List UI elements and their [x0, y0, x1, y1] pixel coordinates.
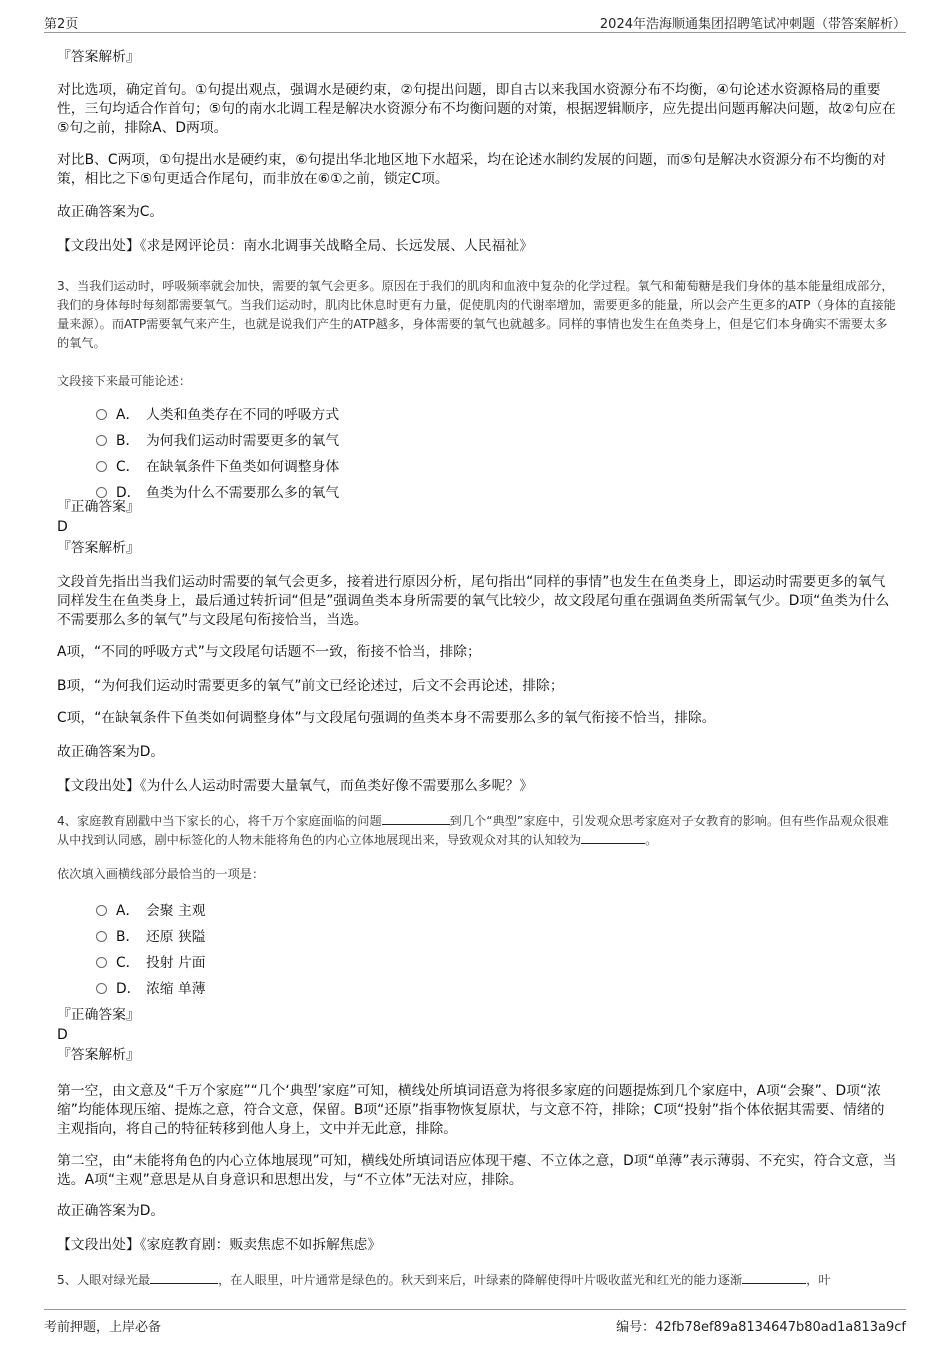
fill-blank [150, 1273, 218, 1284]
q3-source: 【文段出处】《为什么人运动时需要大量氧气，而鱼类好像不需要那么多呢？》 [57, 778, 533, 794]
radio-icon[interactable] [96, 931, 107, 942]
q3-analysis-c: C项，“在缺氧条件下鱼类如何调整身体”与文段尾句强调的鱼类本身不需要那么多的氧气衔接不恰当，排除。 [57, 710, 716, 726]
q5-stem: 5、人眼对绿光最 ，在人眼里，叶片通常是绿色的。秋天到来后，叶绿素的降解使得叶片吸收蓝光和红光的能力逐渐 ，叶 [57, 1273, 831, 1287]
q3-correct-label: 『正确答案』 [57, 499, 140, 515]
q2-analysis-label: 『答案解析』 [57, 49, 140, 65]
document-code: 编号：42fb78ef89a8134647b80ad1a813a9cf [616, 1320, 906, 1335]
page-number: 第2页 [44, 17, 79, 32]
q3-analysis-b: B项，“为何我们运动时需要更多的氧气”前文已经论述过，后文不会再论述，排除； [57, 678, 564, 694]
q3-stem: 3、当我们运动时，呼吸频率就会加快，需要的氧气会更多。原因在于我们的肌肉和血液中复杂的化学过程。氧气和葡萄糖是我们身体的基本能量组成部分，我们的身体每时每刻都需要氧气。当我们运动时，肌肉比休息时更有力量，促使肌肉的代谢率增加，需要更多的能量，所以会产生更多的ATP（身体的直接能量来源）。而ATP需要氧气来产生，也就是说我们产生的ATP越多，身体需要的氧气也就越多。同样的事情也发生在鱼类身上，但是它们本身确实不需要太多的氧气。 [57, 279, 896, 350]
q3-analysis-a: A项，“不同的呼吸方式”与文段尾句话题不一致，衔接不恰当，排除； [57, 644, 481, 660]
q4-option-a[interactable]: A． 会聚 主观 [96, 902, 206, 920]
fill-blank [382, 814, 450, 825]
q3-option-b[interactable]: B． 为何我们运动时需要更多的氧气 [96, 432, 339, 450]
q4-analysis-label: 『答案解析』 [57, 1047, 140, 1063]
q4-conclusion: 故正确答案为D。 [57, 1203, 165, 1219]
page-footer [44, 1309, 906, 1338]
q4-analysis-para2: 第二空，由“未能将角色的内心立体地展现”可知，横线处所填词语应体现干瘪、不立体之意，D项“单薄”表示薄弱、不充实，符合文意，当选。A项“主观”意思是从自身意识和思想出发，与“不立体”无法对应，排除。 [57, 1153, 897, 1188]
radio-icon[interactable] [96, 983, 107, 994]
fill-blank [581, 833, 645, 844]
q3-analysis-label: 『答案解析』 [57, 540, 140, 556]
q4-option-b[interactable]: B． 还原 狭隘 [96, 928, 206, 946]
q4-option-c[interactable]: C． 投射 片面 [96, 954, 206, 972]
q3-option-a[interactable]: A． 人类和鱼类存在不同的呼吸方式 [96, 406, 339, 424]
q3-option-c[interactable]: C． 在缺氧条件下鱼类如何调整身体 [96, 458, 339, 476]
footer-slogan: 考前押题，上岸必备 [44, 1320, 162, 1335]
q2-analysis-para1: 对比选项，确定首句。①句提出观点，强调水是硬约束，②句提出问题，即自古以来我国水资源分布不均衡，④句论述水资源格局的重要性，三句均适合作首句；⑤句的南水北调工程是解决水资源分布不均衡问题的对策，根据逻辑顺序，应先提出问题再解决问题，故②句应在⑤句之前，排除A、D两项。 [57, 82, 896, 136]
q4-source: 【文段出处】《家庭教育剧：贩卖焦虑不如拆解焦虑》 [57, 1237, 382, 1253]
page-header [44, 10, 906, 33]
radio-icon[interactable] [96, 487, 107, 498]
document-title: 2024年浩海顺通集团招聘笔试冲刺题（带答案解析） [599, 17, 906, 32]
q4-answer: D [57, 1027, 68, 1043]
q2-analysis-para2: 对比B、C两项，①句提出水是硬约束，⑥句提出华北地区地下水超采，均在论述水制约发展的问题，而⑤句是解决水资源分布不均衡的对策，相比之下⑤句更适合作尾句，而非放在⑥①之前，锁定C项。 [57, 152, 886, 187]
radio-icon[interactable] [96, 957, 107, 968]
radio-icon[interactable] [96, 435, 107, 446]
radio-icon[interactable] [96, 905, 107, 916]
q3-analysis-para1: 文段首先指出当我们运动时需要的氧气会更多，接着进行原因分析，尾句指出“同样的事情”也发生在鱼类身上，即运动时需要更多的氧气同样发生在鱼类身上，最后通过转折词“但是”强调鱼类本身所需要的氧气比较少，故文段尾句重在强调鱼类所需氧气少。D项“鱼类为什么不需要那么多的氧气”与文段尾句衔接恰当，当选。 [57, 574, 890, 628]
q3-conclusion: 故正确答案为D。 [57, 744, 165, 760]
q4-analysis-para1: 第一空，由文意及“千万个家庭”“几个‘典型’家庭”可知，横线处所填词语意为将很多家庭的问题提炼到几个家庭中，A项“会聚”、D项“浓缩”均能体现压缩、提炼之意，符合文意，保留。B项“还原”指事物恢复原状，与文意不符，排除；C项“投射”指个体依据其需要、情绪的主观指向，将自己的特征转移到他人身上，文中并无此意，排除。 [57, 1083, 885, 1137]
q4-prompt: 依次填入画横线部分最恰当的一项是： [57, 867, 265, 881]
q4-correct-label: 『正确答案』 [57, 1007, 140, 1023]
q2-conclusion: 故正确答案为C。 [57, 204, 164, 220]
q3-prompt: 文段接下来最可能论述： [57, 374, 192, 388]
q2-source: 【文段出处】《求是网评论员：南水北调事关战略全局、长远发展、人民福祉》 [57, 238, 533, 254]
q4-stem: 4、家庭教育剧戳中当下家长的心，将千万个家庭面临的问题 到几个“典型”家庭中，引发观众思考家庭对子女教育的影响。但有些作品观众很难从中找到认同感，剧中标签化的人物未能将角色的内心立体地展现出来，导致观众对其的认知较为 。 [57, 814, 889, 847]
q3-option-d[interactable]: D． 鱼类为什么不需要那么多的氧气 [96, 484, 339, 502]
q3-answer: D [57, 519, 68, 535]
radio-icon[interactable] [96, 409, 107, 420]
q4-option-d[interactable]: D． 浓缩 单薄 [96, 980, 206, 998]
radio-icon[interactable] [96, 461, 107, 472]
fill-blank [742, 1273, 806, 1284]
